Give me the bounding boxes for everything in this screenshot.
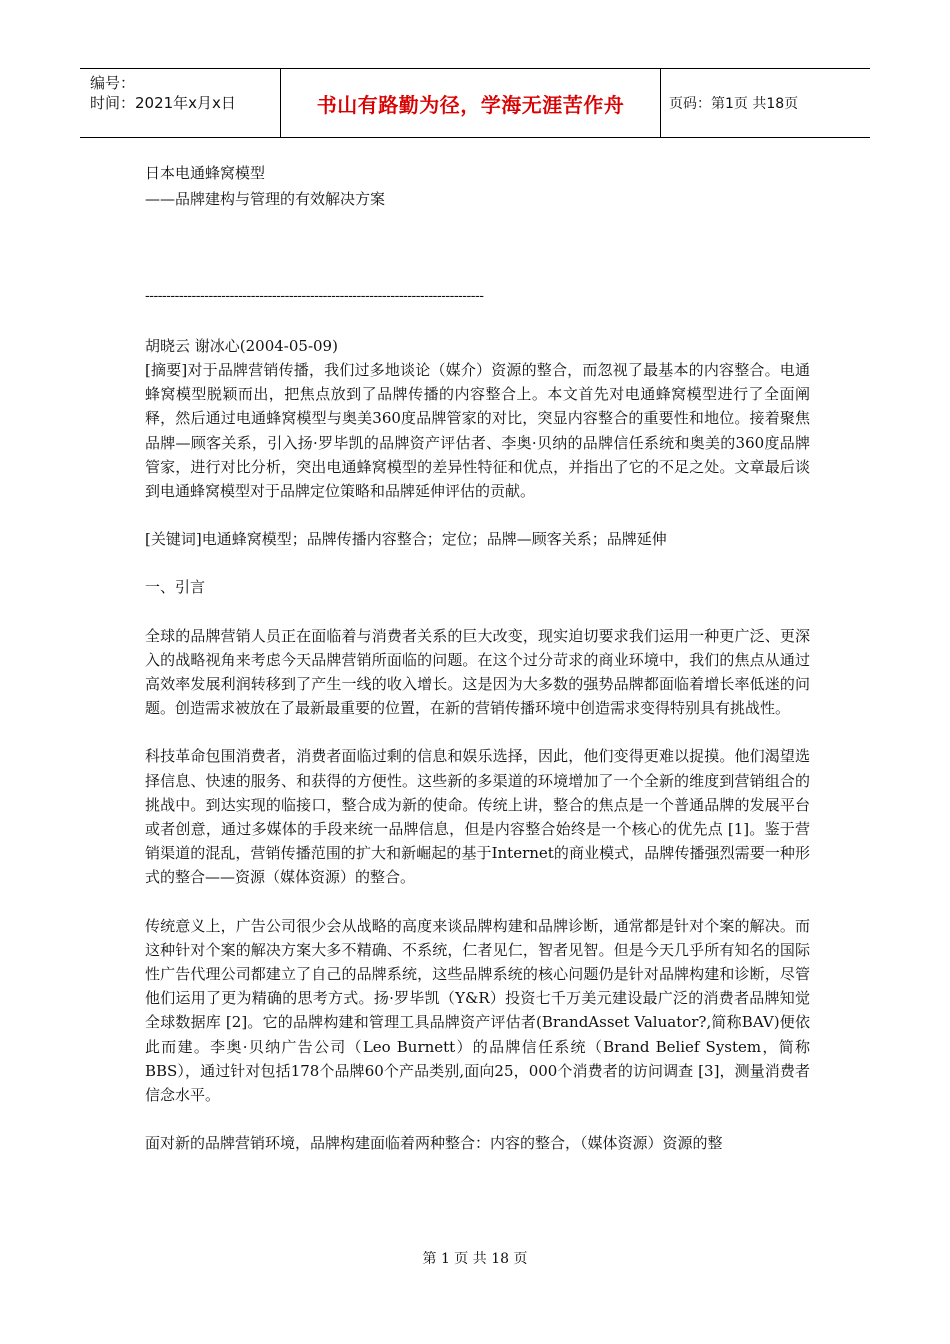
document-header [80, 68, 870, 138]
header-motto-cell [281, 69, 661, 137]
dashed-divider: -------------------------------------------------------------------------------- [145, 288, 484, 304]
article-title: 日本电通蜂窝模型 [145, 164, 266, 182]
body-paragraph-2: 科技革命包围消费者，消费者面临过剩的信息和娱乐选择，因此，他们变得更难以捉摸。他们渴望选择信息、快速的服务、和获得的方便性。这些新的多渠道的环境增加了一个全新的维度到营销组合的挑战中。到达实现的临接口，整合成为新的使命。传统上讲，整合的焦点是一个普通品牌的发展平台或者创意，通过多媒体的手段来统一品牌信息，但是内容整合始终是一个核心的优先点 [1]。鉴于营销渠道的混乱，营销传播范围的扩大和新崛起的基于Internet的商业模式，品牌传播强烈需要一种形式的整合——资源（媒体资源）的整合。 [145, 747, 810, 887]
document-date-label: 时间：2021年x月x日 [90, 94, 236, 112]
body-paragraph-4: 面对新的品牌营销环境，品牌构建面临着两种整合：内容的整合，（媒体资源）资源的整 [145, 1134, 723, 1153]
document-number-label: 编号： [90, 74, 136, 92]
body-paragraph-3: 传统意义上，广告公司很少会从战略的高度来谈品牌构建和品牌诊断，通常都是针对个案的解决。而这种针对个案的解决方案大多不精确、不系统，仁者见仁，智者见智。但是今天几乎所有知名的国际性广告代理公司都建立了自己的品牌系统，这些品牌系统的核心问题仍是针对品牌构建和诊断，尽管他们运用了更为精确的思考方式。扬·罗毕凯（Y&R）投资七千万美元建设最广泛的消费者品牌知觉全球数据库 [2]。它的品牌构建和管理工具品牌资产评估者(BrandAsset Valuator?,简称BAV)便依此而建。李奥·贝纳广告公司（Leo Burnett）的品牌信任系统（Brand Belief System，简称BBS），通过针对包括178个品牌60个产品类别,面向25，000个消费者的访问调查 [3]，测量消费者信念水平。 [145, 916, 810, 1105]
article-body [145, 160, 810, 1155]
page-footer: 第 1 页 共 18 页 [422, 1251, 528, 1267]
header-meta [80, 69, 281, 137]
section-heading-introduction: 一、引言 [145, 578, 206, 597]
article-subtitle: ——品牌建构与管理的有效解决方案 [145, 190, 386, 208]
keywords-paragraph: [关键词]电通蜂窝模型；品牌传播内容整合；定位；品牌—顾客关系；品牌延伸 [145, 530, 667, 549]
article-authors: 胡晓云 谢冰心(2004-05-09) [145, 337, 338, 355]
abstract-paragraph: [摘要]对于品牌营销传播，我们过多地谈论（媒介）资源的整合，而忽视了最基本的内容整合。电通蜂窝模型脱颖而出，把焦点放到了品牌传播的内容整合上。本文首先对电通蜂窝模型进行了全面阐释，然后通过电通蜂窝模型与奥美360度品牌管家的对比，突显内容整合的重要性和地位。接着聚焦品牌—顾客关系，引入扬·罗毕凯的品牌资产评估者、李奥·贝纳的品牌信任系统和奥美的360度品牌管家，进行对比分析，突出电通蜂窝模型的差异性特征和优点，并指出了它的不足之处。文章最后谈到电通蜂窝模型对于品牌定位策略和品牌延伸评估的贡献。 [145, 361, 810, 501]
body-paragraph-1: 全球的品牌营销人员正在面临着与消费者关系的巨大改变，现实迫切要求我们运用一种更广泛、更深入的战略视角来考虑今天品牌营销所面临的问题。在这个过分苛求的商业环境中，我们的焦点从通过高效率发展利润转移到了产生一线的收入增长。这是因为大多数的强势品牌都面临着增长率低迷的问题。创造需求被放在了最新最重要的位置，在新的营销传播环境中创造需求变得特别具有挑战性。 [145, 626, 810, 718]
title-block [145, 160, 810, 212]
header-motto: 书山有路勤为径，学海无涯苦作舟 [316, 92, 625, 117]
header-page-cell [661, 69, 870, 137]
header-page-number: 页码：第1页 共18页 [669, 96, 799, 112]
